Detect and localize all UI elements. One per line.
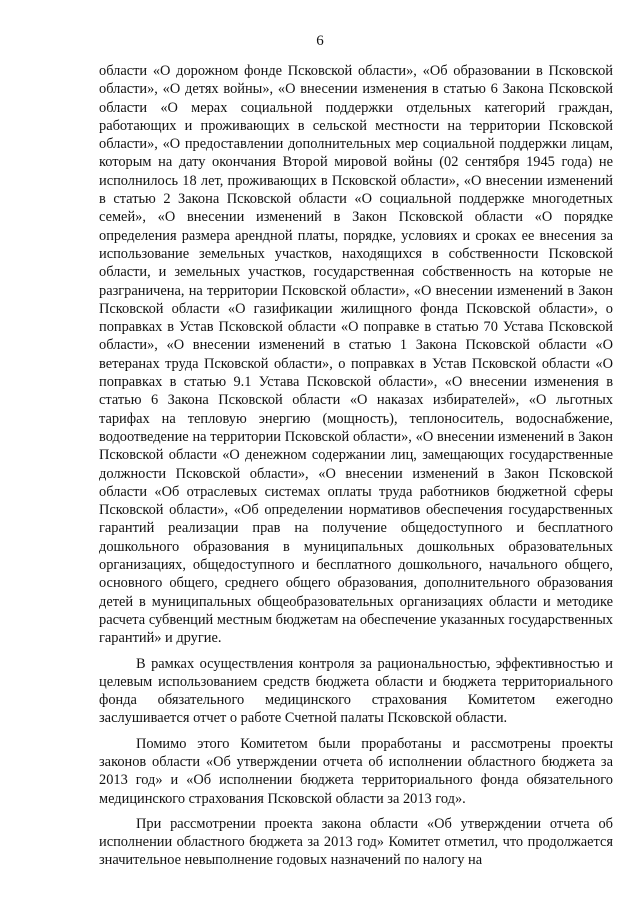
page-number: 6	[316, 33, 324, 49]
paragraph-list-of-laws: области «О дорожном фонде Псковской области», «Об образовании в Псковской области», «О детях войны», «О внесении изменения в статью 6 Закона Псковской области «О мерах социальной поддержки отдельных категорий граждан, работающих и проживающих в сельской местности на территории Псковской области», «О предоставлении дополнительных мер социальной поддержки лицам, которым на дату окончания Второй мировой войны (02 сентября 1945 года) не исполнилось 18 лет, проживающих в Псковской области», «О внесении изменений в статью 2 Закона Псковской области «О социальной поддержке многодетных семей», «О внесении изменений в Закон Псковской области «О порядке определения размера арендной платы, порядке, условиях и сроках ее внесения за использование земельных участков, находящихся в собственности Псковской области, и земельных участков, государственная собственность на которые не разграничена, на территории Псковской области», «О внесении изменений в Закон Псковской области «О газификации жилищного фонда Псковской области», о поправках в Устав Псковской области «О поправке в статью 70 Устава Псковской области», «О внесении изменений в статью 1 Закона Псковской области «О ветеранах труда Псковской области», о поправках в Устав Псковской области «О поправках в статью 9.1 Устава Псковской области», «О внесении изменения в статью 6 Закона Псковской области «О наказах избирателей», «О льготных тарифах на тепловую энергию (мощность), теплоноситель, водоснабжение, водоотведение на территории Псковской области», «О внесении изменений в Закон Псковской области «О денежном содержании лиц, замещающих государственные должности Псковской области», «О внесении изменений в Закон Псковской области «Об отраслевых системах оплаты труда работников бюджетной сферы Псковской области», «Об определении нормативов обеспечения государственных гарантий реализации прав на получение общедоступного и бесплатного дошкольного образования в муниципальных дошкольных образовательных организациях, общедоступного и бесплатного дошкольного, начального общего, основного общего, среднего общего образования, дополнительного образования детей в муниципальных общеобразовательных организациях области и методике расчета субвенций местным бюджетам на обеспечение указанных государственных гарантий» и другие.	[99, 63, 613, 647]
paragraph-budget-execution-laws: Помимо этого Комитетом были проработаны и рассмотрены проекты законов области «Об утверждении отчета об исполнении областного бюджета за 2013 год» и «Об исполнении бюджета территориального фонда обязательного медицинского страхования Псковской области за 2013 год».	[99, 735, 613, 807]
paragraph-committee-remarks: При рассмотрении проекта закона области «Об утверждении отчета об исполнении областного бюджета за 2013 год» Комитет отметил, что продолжается значительное невыполнение годовых назначений по налогу на	[99, 815, 613, 869]
paragraph-audit-chamber-report: В рамках осуществления контроля за рациональностью, эффективностью и целевым использованием средств бюджета области и бюджета территориального фонда обязательного медицинского страхования Комитетом ежегодно заслушивается отчет о работе Счетной палаты Псковской области.	[99, 655, 613, 727]
document-body	[99, 62, 613, 870]
